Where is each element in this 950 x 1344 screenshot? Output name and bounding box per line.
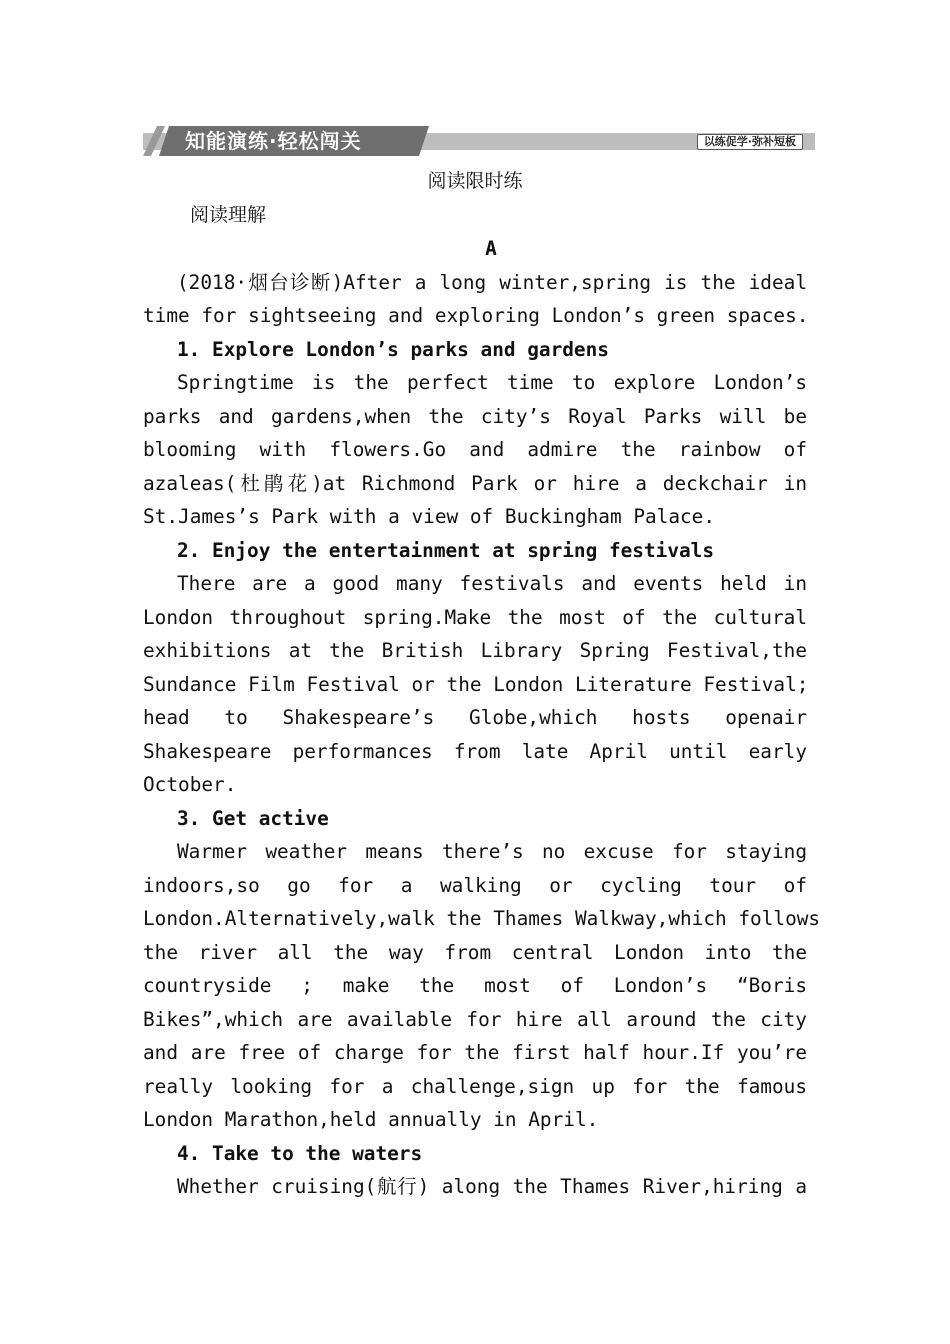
heading-parks: 1. Explore London’s parks and gardens <box>177 338 609 361</box>
paragraph-line: indoors,so go for a walking or cycling tour of <box>143 874 807 897</box>
paragraph-line: time for sightseeing and exploring London’s green spaces. <box>143 304 809 327</box>
heading-festivals: 2. Enjoy the entertainment at spring festivals <box>177 539 715 562</box>
paragraph-line: really looking for a challenge,sign up for the famous <box>143 1075 807 1098</box>
paragraph-line: and are free of charge for the first half hour.If you’re <box>143 1041 807 1064</box>
paragraph-line: Warmer weather means there’s no excuse for staying <box>177 840 807 863</box>
banner-tag: 以练促学·弥补短板 <box>697 134 803 150</box>
paragraph-line: azaleas(杜鹃花)at Richmond Park or hire a deckchair in <box>143 472 807 495</box>
paragraph-line: head to Shakespeare’s Globe,which hosts openair <box>143 706 807 729</box>
paragraph-line: There are a good many festivals and events held in <box>177 572 807 595</box>
paragraph-line: blooming with flowers.Go and admire the rainbow of <box>143 438 807 461</box>
subsection-title: 阅读理解 <box>190 204 267 226</box>
paragraph-line: London.Alternatively,walk the Thames Walkway,which follows <box>143 907 821 930</box>
banner-title: 知能演练·轻松闯关 <box>185 129 362 153</box>
paragraph-line: parks and gardens,when the city’s Royal Parks will be <box>143 405 807 428</box>
section-banner <box>143 126 815 156</box>
paragraph-line: Whether cruising(航行) along the Thames River,hiring a <box>177 1175 807 1198</box>
paragraph-line: October. <box>143 773 237 796</box>
heading-active: 3. Get active <box>177 807 329 830</box>
paragraph-line: countryside ; make the most of London’s “Boris <box>143 974 807 997</box>
paragraph-line: St.James’s Park with a view of Buckingham Palace. <box>143 505 716 528</box>
paragraph-line: Shakespeare performances from late April until early <box>143 740 807 763</box>
section-title: 阅读限时练 <box>427 170 523 192</box>
paragraph-line: Sundance Film Festival or the London Literature Festival; <box>143 673 809 696</box>
paragraph-line: (2018·烟台诊断)After a long winter,spring is the ideal <box>177 271 807 294</box>
paragraph-line: London Marathon,held annually in April. <box>143 1108 599 1131</box>
paragraph-line: Springtime is the perfect time to explore London’s <box>177 371 807 394</box>
paragraph-line: the river all the way from central London into the <box>143 941 807 964</box>
paragraph-line: London throughout spring.Make the most of the cultural <box>143 606 807 629</box>
passage-label: A <box>485 237 497 260</box>
paragraph-line: exhibitions at the British Library Spring Festival,the <box>143 639 807 662</box>
heading-waters: 4. Take to the waters <box>177 1142 423 1165</box>
paragraph-line: Bikes”,which are available for hire all around the city <box>143 1008 807 1031</box>
